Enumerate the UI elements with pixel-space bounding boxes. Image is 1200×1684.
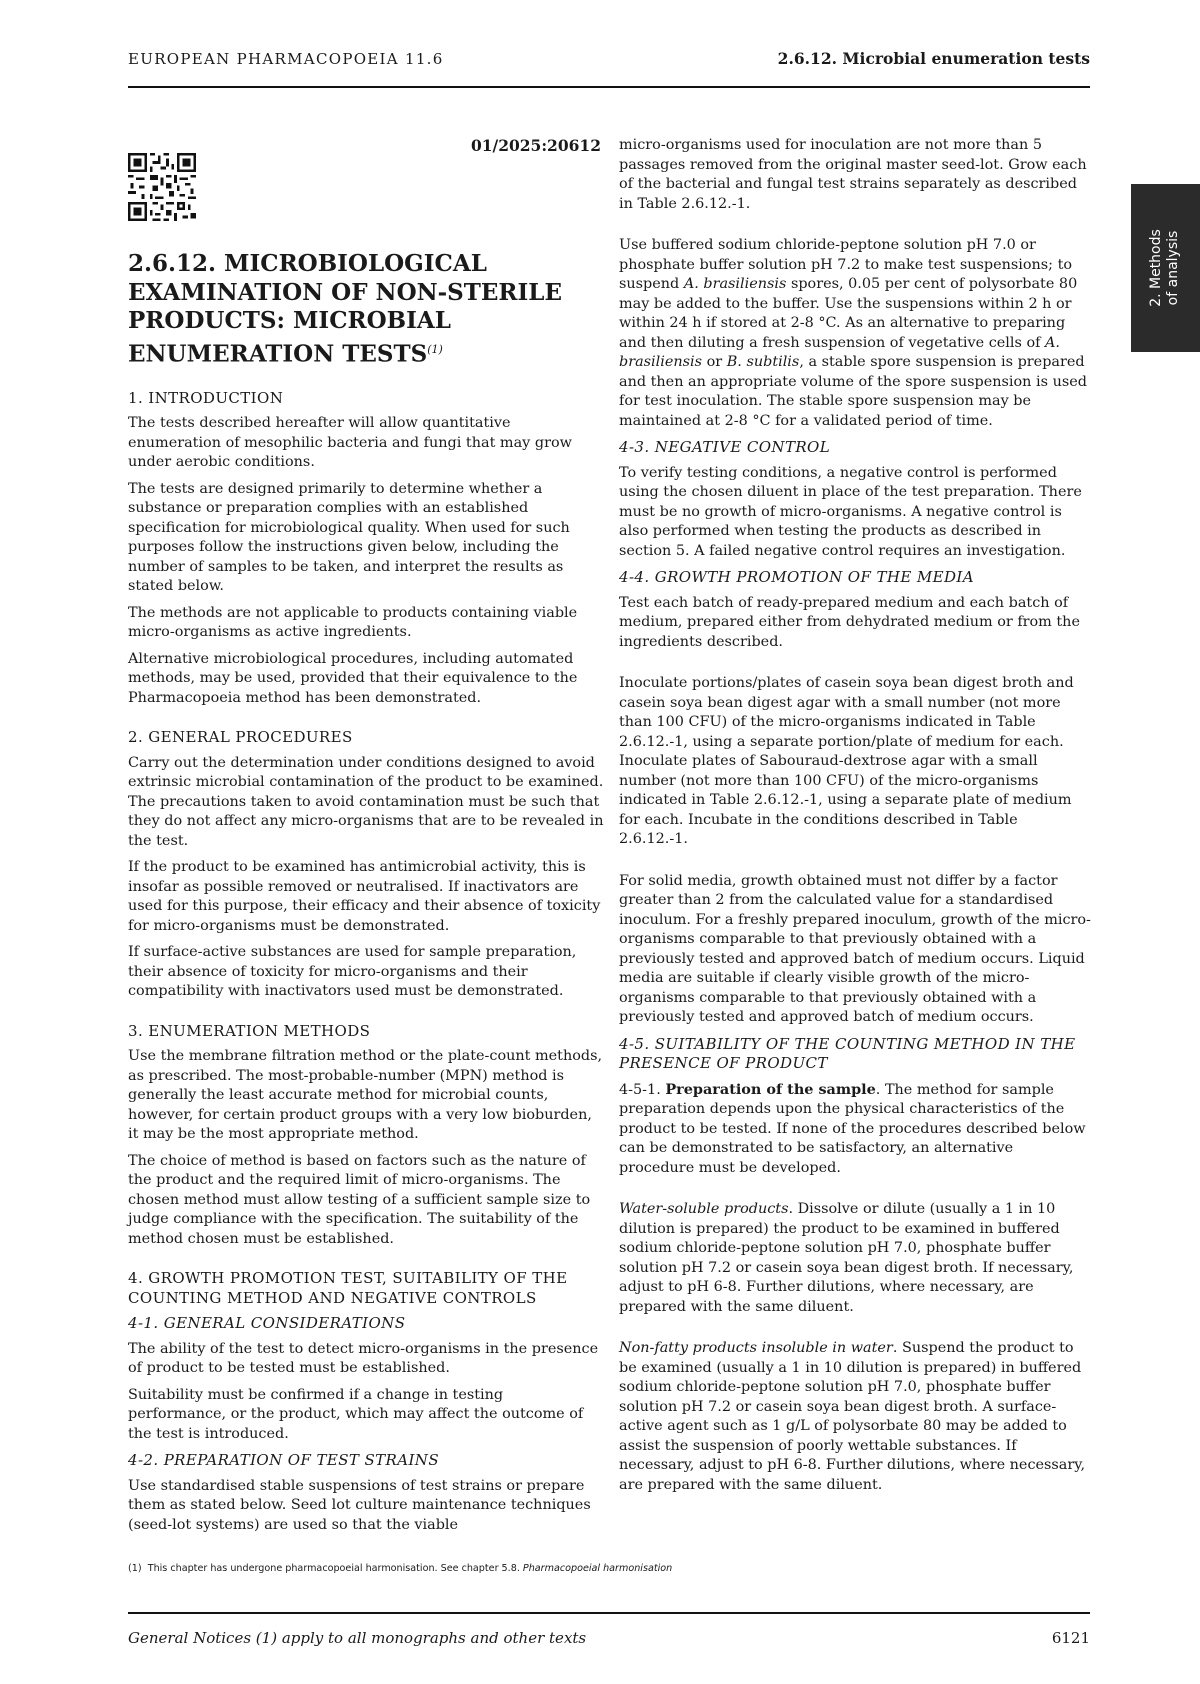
chapter-title-text: 2.6.12. MICROBIOLOGICAL EXAMINATION OF NON-STERILE PRODUCTS: MICROBIAL ENUMERATION TESTS (128, 250, 563, 368)
species-name: B. subtilis (726, 354, 800, 370)
paragraph-label: Water-soluble products (619, 1201, 789, 1217)
paragraph: Alternative microbiological procedures, including automated methods, may be used, provided that their equivalence to the Pharmacopoeia method has been demonstrated. (128, 650, 578, 706)
paragraph: Use the membrane filtration method or the plate-count methods, as prescribed. The most-probable-number (MPN) method is generally the least accurate method for microbial counts, however, for certain product groups with a very low bioburden, it may be the most appropriate method. (128, 1048, 603, 1143)
paragraph (619, 1080, 1091, 1179)
text-run: . The method for sample preparation depends upon the physical characteristics of the product to be tested. If none of the procedures described below can be demonstrated to be satisfactory, an alternative procedure must be developed. (619, 1081, 1086, 1176)
text-run: spores, 0.05 per cent of polysorbate 80 may be added to the buffer. Use the suspensions within 2 h or within 24 h if stored at 2-8 °C. As an alternative to preparing and then diluting a fresh suspension of vegetative cells of (619, 276, 1078, 351)
paragraph: The tests are designed primarily to determine whether a substance or preparation complies with an established specification for microbiological quality. When used for such purposes follow the instructions given below, including the number of samples to be taken, and interpret the results as stated below. (128, 480, 570, 595)
subsection-heading: 4-5. SUITABILITY OF THE COUNTING METHOD IN THE PRESENCE OF PRODUCT (619, 1034, 1076, 1072)
section-heading: 2. GENERAL PROCEDURES (128, 728, 353, 747)
paragraph: To verify testing conditions, a negative control is performed using the chosen diluent in place of the test preparation. There must be no growth of micro-organisms. A negative control is also performed when testing the products as described in section 5. A failed negative control requires an investigation. (619, 464, 1082, 559)
text-run: Use buffered sodium chloride-peptone solution pH 7.0 or phosphate buffer solution pH 7.2 to make test suspensions; to suspend (619, 237, 1073, 292)
subsection-heading: 4-3. NEGATIVE CONTROL (619, 438, 831, 456)
text-run: , a stable spore suspension is prepared and then an appropriate volume of the spore suspension is used for test inoculation. The stable spore suspension may be maintained at 2-8 °C for a validated period of time. (619, 354, 1087, 429)
section-heading: 3. ENUMERATION METHODS (128, 1021, 371, 1040)
paragraph: If surface-active substances are used for sample preparation, their absence of toxicity for micro-organisms and their compatibility with inactivators used must be demonstrated. (128, 944, 577, 1000)
running-header (128, 48, 1090, 88)
paragraph-label: Non-fatty products insoluble in water (619, 1340, 893, 1356)
subsection-heading: 4-1. GENERAL CONSIDERATIONS (128, 1314, 406, 1333)
paragraph-title: Preparation of the sample (665, 1080, 876, 1098)
paragraph: For solid media, growth obtained must not differ by a factor greater than 2 from the calculated value for a standardised inoculum. For a freshly prepared inoculum, growth of the micro-organisms comparable to that previously obtained with a previously tested and approved batch of medium occurs. Liquid media are suitable if clearly visible growth of the micro-organisms comparable to that previously obtained with a previously tested and approved batch of medium occurs. (619, 872, 1091, 1025)
section-heading: 1. INTRODUCTION (128, 388, 284, 407)
right-column (619, 136, 1091, 1502)
paragraph: The methods are not applicable to products containing viable micro-organisms as active ingredients. (128, 604, 578, 641)
species-name: A. brasiliensis (683, 276, 787, 292)
section-heading: 4. GROWTH PROMOTION TEST, SUITABILITY OF THE COUNTING METHOD AND NEGATIVE CONTROLS (128, 1269, 568, 1307)
paragraph: If the product to be examined has antimicrobial activity, this is insofar as possible removed or neutralised. If inactivators are used for this purpose, their efficacy and their absence of toxicity for micro-organisms must be demonstrated. (128, 859, 601, 934)
section-thumb-tab (1131, 184, 1200, 352)
paragraph: The ability of the test to detect micro-organisms in the presence of product to be tested must be established. (128, 1340, 599, 1377)
paragraph: Inoculate portions/plates of casein soya bean digest broth and casein soya bean digest agar with a small number (not more than 100 CFU) of the micro-organisms indicated in Table 2.6.12.-1, using a separate portion/plate of medium for each. Inoculate plates of Sabouraud-dextrose agar with a small number (not more than 100 CFU) of the micro-organisms indicated in Table 2.6.12.-1, using a separate plate of medium for each. Incubate in the conditions described in Table 2.6.12.-1. (619, 675, 1074, 847)
paragraph: The choice of method is based on factors such as the nature of the product and the required limit of micro-organisms. The chosen method must allow testing of a sufficient sample size to judge compliance with the specification. The suitability of the method chosen must be established. (128, 1152, 591, 1247)
paragraph: Use standardised stable suspensions of test strains or prepare them as stated below. Seed lot culture maintenance techniques (seed-lot systems) are used so that the viable (128, 1477, 591, 1533)
footnote (128, 1563, 1090, 1574)
left-column (128, 250, 604, 1542)
paragraph: micro-organisms used for inoculation are not more than 5 passages removed from the original master seed-lot. Grow each of the bacterial and fungal test strains separately as described in Table 2.6.12.-1. (619, 137, 1087, 212)
publication-title: EUROPEAN PHARMACOPOEIA 11.6 (128, 50, 444, 68)
paragraph (619, 1339, 1091, 1495)
paragraph: Carry out the determination under conditions designed to avoid extrinsic microbial contamination of the product to be examined. The precautions taken to avoid contamination must be such that they do not affect any micro-organisms that are to be revealed in the test. (128, 754, 604, 849)
footnote-mark: (1) (128, 1563, 142, 1574)
text-run: . Suspend the product to be examined (usually a 1 in 10 dilution is prepared) in buffered sodium chloride-peptone solution pH 7.0, phosphate buffer solution pH 7.2 or casein soya bean digest broth. A surface-active agent such as 1 g/L of polysorbate 80 may be added to assist the suspension of poorly wettable substances. If necessary, adjust to pH 6-8. Further dilutions, where necessary, are prepared with the same diluent. (619, 1340, 1086, 1493)
section-thumb-tab-label: 2. Methods of analysis (1148, 229, 1181, 307)
paragraph (619, 1200, 1091, 1317)
footnote-italic: Pharmacopoeial harmonisation (522, 1563, 673, 1574)
document-reference-code: 01/2025:20612 (470, 136, 601, 155)
qr-code (128, 153, 196, 221)
paragraph-number: 4-5-1. (619, 1081, 666, 1098)
running-footer (128, 1612, 1090, 1652)
species-name: A. brasiliensis (619, 334, 1060, 370)
footnote-reference: (1) (427, 342, 443, 356)
general-notices-note: General Notices (1) apply to all monographs and other texts (128, 1629, 587, 1647)
chapter-title (128, 250, 604, 369)
paragraph: The tests described hereafter will allow quantitative enumeration of mesophilic bacteria and fungi that may grow under aerobic conditions. (128, 415, 572, 471)
paragraph: Suitability must be confirmed if a change in testing performance, or the product, which may affect the outcome of the test is introduced. (128, 1386, 584, 1442)
paragraph (619, 236, 1091, 431)
paragraph: Test each batch of ready-prepared medium and each batch of medium, prepared either from dehydrated medium or from the ingredients described. (619, 594, 1080, 650)
text-run: or (702, 354, 727, 370)
footnote-text: This chapter has undergone pharmacopoeial harmonisation. See chapter 5.8. (147, 1563, 523, 1574)
chapter-running-title: 2.6.12. Microbial enumeration tests (777, 49, 1090, 68)
subsection-heading: 4-4. GROWTH PROMOTION OF THE MEDIA (619, 568, 974, 586)
text-run: . Dissolve or dilute (usually a 1 in 10 dilution is prepared) the product to be examined in buffered sodium chloride-peptone solution pH 7.0, phosphate buffer solution pH 7.2 or casein soya bean digest broth. If necessary, adjust to pH 6-8. Further dilutions, where necessary, are prepared with the same diluent. (619, 1201, 1074, 1315)
page-number: 6121 (1051, 1629, 1090, 1647)
subsection-heading: 4-2. PREPARATION OF TEST STRAINS (128, 1451, 440, 1470)
